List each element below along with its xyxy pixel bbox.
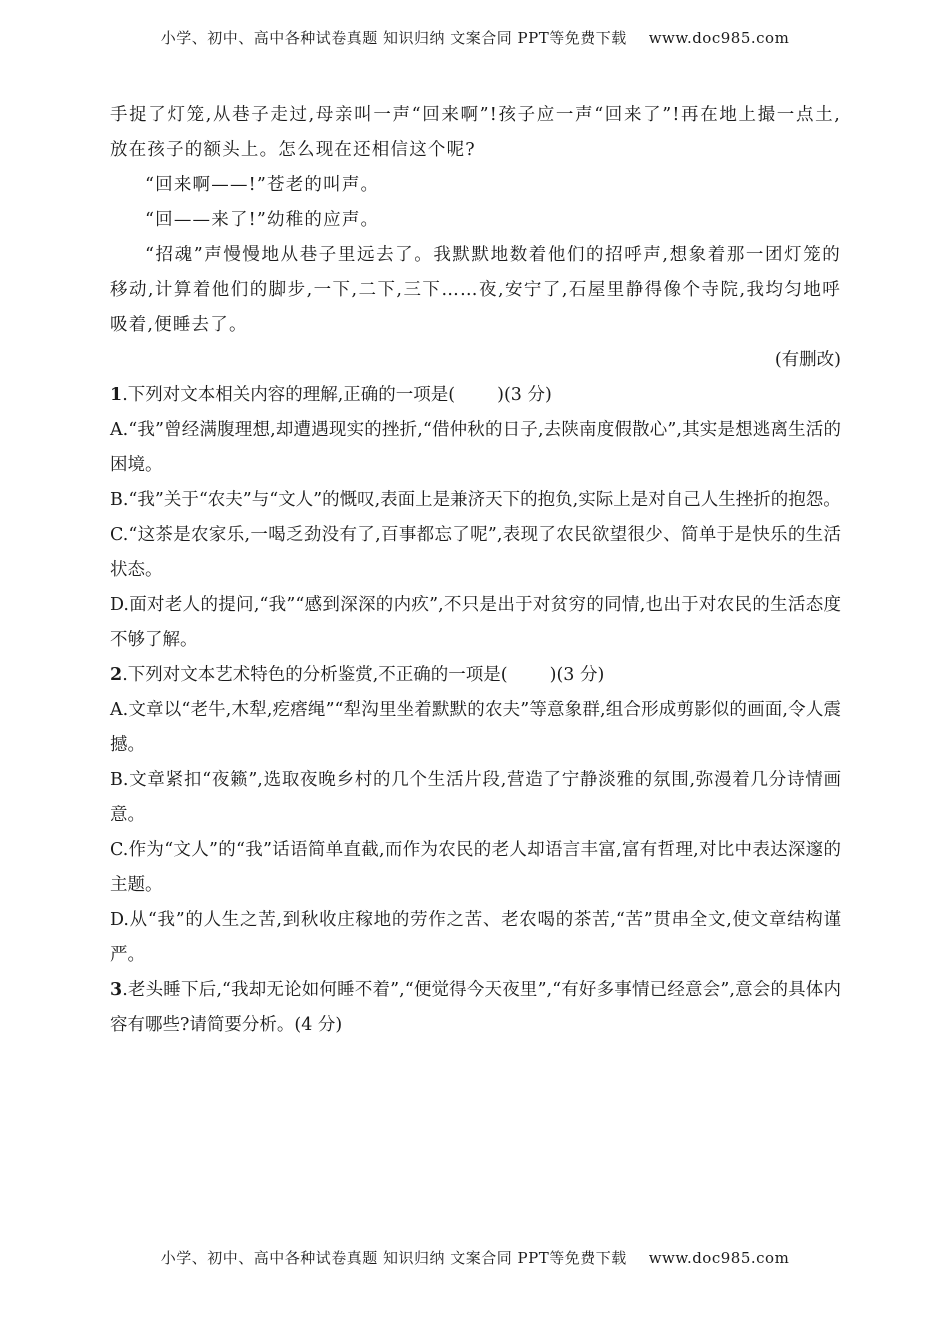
footer-text: 小学、初中、高中各种试卷真题 知识归纳 文案合同 PPT等免费下载 bbox=[160, 1249, 627, 1267]
question-text: .老头睡下后,“我却无论如何睡不着”,“便觉得今天夜里”,“有好多事情已经意会”,意会的具体内容有哪些?请简要分析。(4 分) bbox=[110, 980, 841, 1035]
page-header bbox=[0, 27, 950, 48]
story-paragraph-2: “回来啊——!”苍老的叫声。 bbox=[145, 175, 380, 195]
question-2-option-a: A.文章以“老牛,木犁,疙瘩绳”“犁沟里坐着默默的农夫”等意象群,组合形成剪影似的画面,令人震撼。 bbox=[110, 700, 841, 755]
question-3-stem bbox=[110, 973, 841, 1043]
story-paragraph-1: 手捉了灯笼,从巷子走过,母亲叫一声“回来啊”!孩子应一声“回来了”!再在地上撮一点土,放在孩子的额头上。怎么现在还相信这个呢? bbox=[110, 105, 841, 160]
question-1-stem bbox=[110, 378, 841, 413]
question-1-option-b: B.“我”关于“农夫”与“文人”的慨叹,表面上是兼济天下的抱负,实际上是对自己人生挫折的抱怨。 bbox=[110, 490, 841, 510]
question-1-option-a: A.“我”曾经满腹理想,却遭遇现实的挫折,“借仲秋的日子,去陕南度假散心”,其实是想逃离生活的困境。 bbox=[110, 420, 841, 475]
question-number: 3 bbox=[110, 980, 123, 1000]
question-2-option-c: C.作为“文人”的“我”话语简单直截,而作为农民的老人却语言丰富,富有哲理,对比中表达深邃的主题。 bbox=[110, 840, 841, 895]
question-1-option-d: D.面对老人的提问,“我”“感到深深的内疚”,不只是出于对贫穷的同情,也出于对农民的生活态度不够了解。 bbox=[110, 595, 841, 650]
header-text: 小学、初中、高中各种试卷真题 知识归纳 文案合同 PPT等免费下载 bbox=[160, 29, 627, 47]
question-text: .下列对文本艺术特色的分析鉴赏,不正确的一项是( bbox=[122, 665, 508, 685]
document-body bbox=[110, 98, 841, 1043]
question-number: 1 bbox=[110, 385, 123, 405]
question-number: 2 bbox=[110, 665, 123, 685]
question-2-option-d: D.从“我”的人生之苦,到秋收庄稼地的劳作之苦、老农喝的茶苦,“苦”贯串全文,使文章结构谨严。 bbox=[110, 910, 841, 965]
question-score: )(3 分) bbox=[549, 665, 605, 685]
story-paragraph-3: “回——来了!”幼稚的应声。 bbox=[145, 210, 380, 230]
story-paragraph-4: “招魂”声慢慢地从巷子里远去了。我默默地数着他们的招呼声,想象着那一团灯笼的移动,计算着他们的脚步,一下,二下,三下……夜,安宁了,石屋里静得像个寺院,我均匀地呼吸着,便睡去了。 bbox=[110, 245, 841, 335]
question-score: )(3 分) bbox=[497, 385, 552, 405]
question-1-option-c: C.“这茶是农家乐,一喝乏劲没有了,百事都忘了呢”,表现了农民欲望很少、简单于是快乐的生活状态。 bbox=[110, 525, 841, 580]
revision-note: (有删改) bbox=[774, 350, 841, 370]
footer-site: www.doc985.com bbox=[648, 1249, 790, 1267]
question-2-option-b: B.文章紧扣“夜籁”,选取夜晚乡村的几个生活片段,营造了宁静淡雅的氛围,弥漫着几分诗情画意。 bbox=[110, 770, 841, 825]
header-site: www.doc985.com bbox=[648, 29, 790, 47]
page-footer bbox=[0, 1247, 950, 1268]
question-text: .下列对文本相关内容的理解,正确的一项是( bbox=[122, 385, 456, 405]
question-2-stem bbox=[110, 658, 841, 693]
